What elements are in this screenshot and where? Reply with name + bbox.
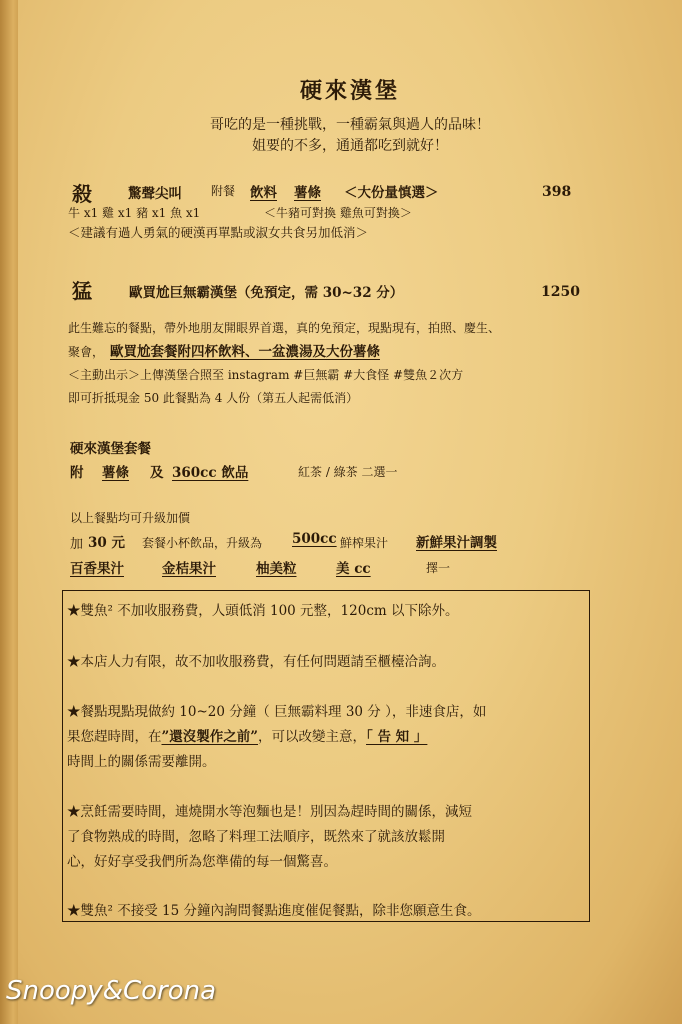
upgrade-choose: 擇一 (426, 561, 451, 575)
set-drink: 360cc 飲品 (172, 465, 249, 481)
item2-title: 歐買尬巨無霸漢堡（免預定，需 30~32 分） (129, 285, 404, 301)
item1-desc: 驚聲尖叫 (128, 186, 182, 202)
menu-page (18, 0, 682, 1024)
notice-3c: 時間上的關係需要離開。 (67, 754, 216, 770)
menu-subtitle-1: 哥吃的是一種挑戰，一種霸氣與過人的品味！ (210, 117, 490, 133)
notice-4b: 了食物熟成的時間，忽略了料理工法順序，既然來了就該放鬆開 (67, 829, 445, 845)
upgrade-opt1: 百香果汁 (70, 561, 124, 577)
set-tea: 紅茶 / 綠茶 二選一 (298, 465, 398, 479)
menu-subtitle-2: 姐要的不多，通通都吃到就好！ (252, 138, 448, 154)
item2-line2a: 聚會， (68, 345, 105, 359)
set-and: 及 (150, 465, 164, 481)
notice-3b-part3: ，可以改變主意， (258, 729, 367, 745)
upgrade-add: 加 (70, 537, 84, 552)
upgrade-fresh: 新鮮果汁調製 (416, 535, 497, 551)
upgrade-juice: 鮮榨果汁 (340, 536, 389, 550)
item1-line2b: ＜牛豬可對換 雞魚可對換＞ (264, 206, 412, 220)
watermark: Snoopy&Corona (6, 976, 217, 1006)
notice-3b-part2: ”還沒製作之前” (161, 729, 259, 745)
item2-line3: ＜主動出示＞上傳漢堡合照至 instagram #巨無霸 #大食怪 #雙魚２次方 (68, 368, 464, 382)
upgrade-opt4: 美 cc (336, 561, 371, 577)
upgrade-line1: 以上餐點均可升級加價 (70, 511, 191, 525)
notice-3a: ★餐點現點現做約 10~20 分鐘（ 巨無霸料理 30 分 ），非速食店，如 (67, 704, 487, 720)
item2-price: 1250 (541, 284, 580, 300)
notice-5: ★雙魚² 不接受 15 分鐘內詢問餐點進度催促餐點，除非您願意生食。 (67, 903, 481, 919)
notice-4c: 心，好好享受我們所為您準備的每一個驚喜。 (67, 854, 337, 870)
notice-4a: ★烹飪需要時間，連燒開水等泡麵也是！別因為趕時間的關係，減短 (67, 804, 472, 820)
item1-note: ＜大份量慎選＞ (344, 185, 439, 201)
item1-with: 附餐 (211, 184, 236, 198)
upgrade-size: 500cc (292, 531, 337, 547)
item1-name: 殺 (72, 182, 92, 206)
upgrade-opt2: 金桔果汁 (162, 561, 216, 577)
item2-line1: 此生難忘的餐點，帶外地朋友開眼界首選，真的免預定，現點現有，拍照、慶生、 (68, 321, 501, 335)
upgrade-desc: 套餐小杯飲品，升級為 (142, 536, 263, 550)
notice-box (62, 590, 590, 922)
notice-2: ★本店人力有限，故不加收服務費，有任何問題請至櫃檯洽詢。 (67, 654, 445, 670)
item1-line2: 牛 x1 雞 x1 豬 x1 魚 x1 (68, 206, 201, 220)
item1-price: 398 (542, 184, 572, 200)
item1-drink: 飲料 (250, 185, 277, 201)
menu-title: 硬來漢堡 (299, 78, 400, 104)
item2-line2b: 歐買尬套餐附四杯飲料、一盆濃湯及大份薯條 (110, 344, 380, 360)
item2-name: 猛 (72, 279, 92, 303)
upgrade-amount: 30 元 (88, 535, 125, 551)
upgrade-opt3: 柚美粒 (256, 561, 297, 577)
item1-line3: ＜建議有過人勇氣的硬漢再單點或淑女共食另加低消＞ (68, 225, 369, 240)
set-title: 硬來漢堡套餐 (70, 441, 151, 457)
item1-fries: 薯條 (294, 185, 321, 201)
notice-3b (67, 725, 427, 745)
item2-line4: 即可折抵現金 50 此餐點為 4 人份（第五人起需低消） (68, 391, 359, 405)
set-fries: 薯條 (102, 465, 129, 481)
notice-3b-part4: 「 告 知 」 (366, 729, 428, 745)
set-with: 附 (70, 465, 84, 481)
notice-3b-part1: 果您趕時間，在 (67, 729, 162, 745)
notice-1: ★雙魚² 不加收服務費，人頭低消 100 元整，120cm 以下除外。 (67, 603, 459, 619)
